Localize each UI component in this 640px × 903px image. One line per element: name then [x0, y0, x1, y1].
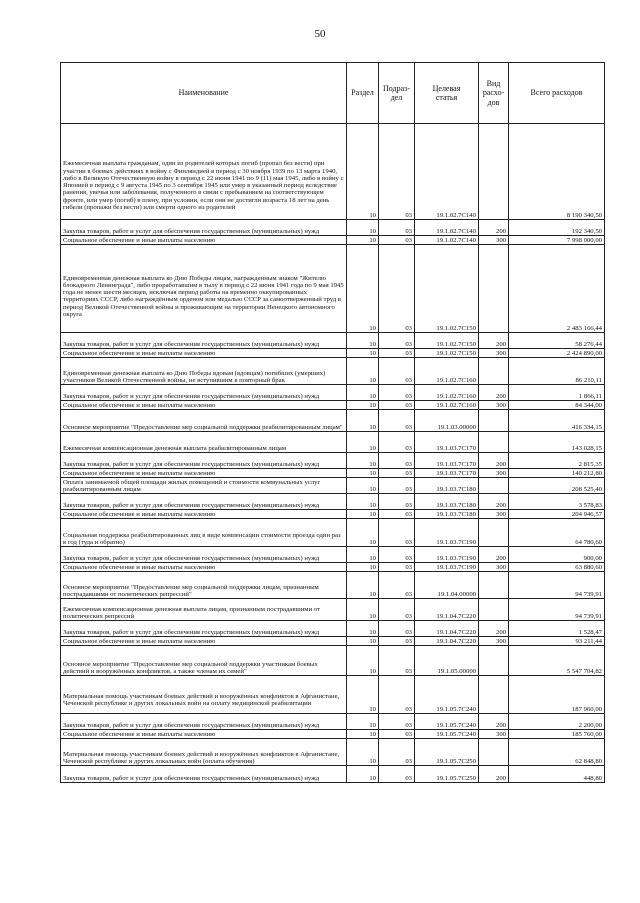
row-subsection: 03 [379, 714, 415, 730]
row-name: Ежемесячная компенсационная денежная выплата лицам, признанным пострадавшими от политических репрессий [61, 599, 347, 621]
row-total: 416 334,15 [509, 410, 605, 432]
row-total: 8 190 340,50 [509, 124, 605, 220]
row-name: Единовременная денежная выплата ко Дню Победы лицам, награжденным знаком "Жителю блокадного Ленинграда", либо проработавшим в тылу в период с 22 июня 1941 года по 9 мая 1945 года не менее шести месяцев, исключая период работы на временно оккупированных территориях СССР, либо награждённым орденом или медалью СССР за самоотверженный труд в период Великой Отечественной войны и проживающим на территории Ненецкого автономного округа [61, 245, 347, 333]
table-row [61, 220, 605, 236]
row-name: Закупка товаров, работ и услуг для обеспечения государственных (муниципальных) нужд [61, 220, 347, 236]
row-section: 10 [347, 124, 379, 220]
row-target-article: 19.1.02.7С140 [415, 220, 479, 236]
row-expense-type: 300 [479, 563, 509, 572]
row-section: 10 [347, 730, 379, 739]
row-total: 192 340,50 [509, 220, 605, 236]
row-name: Основное мероприятие "Предоставление мер социальной поддержки участникам боевых действий и вооружённых конфликтов, а также членам их семей" [61, 646, 347, 676]
row-total: 140 212,80 [509, 469, 605, 478]
table-row [61, 766, 605, 783]
row-name: Единовременная денежная выплата ко Дню Победы вдовам (вдовцам) погибших (умерших) участников Великой Отечественной войны, не вступившим в повторный брак [61, 358, 347, 385]
header-target-article: Целевая статья [415, 63, 479, 124]
table-row [61, 453, 605, 469]
row-name: Социальная поддержка реабилитированных лиц в виде компенсации стоимости проезда один раз в год (туда и обратно) [61, 519, 347, 547]
row-section: 10 [347, 333, 379, 349]
row-target-article: 19.1.04.7С220 [415, 599, 479, 621]
row-subsection: 03 [379, 519, 415, 547]
row-subsection: 03 [379, 220, 415, 236]
row-subsection: 03 [379, 547, 415, 563]
row-total: 900,00 [509, 547, 605, 563]
row-target-article: 19.1.02.7С140 [415, 236, 479, 245]
row-target-article: 19.1.03.7С190 [415, 547, 479, 563]
row-target-article: 19.1.03.7С190 [415, 563, 479, 572]
row-expense-type [479, 676, 509, 714]
row-total: 2 424 890,00 [509, 349, 605, 358]
row-section: 10 [347, 453, 379, 469]
row-subsection: 03 [379, 676, 415, 714]
row-subsection: 03 [379, 401, 415, 410]
row-target-article: 19.1.03.7С170 [415, 453, 479, 469]
row-expense-type: 300 [479, 349, 509, 358]
row-total: 63 880,60 [509, 563, 605, 572]
row-target-article: 19.1.04.7С220 [415, 621, 479, 637]
row-target-article: 19.1.03.7С190 [415, 519, 479, 547]
row-section: 10 [347, 714, 379, 730]
row-section: 10 [347, 358, 379, 385]
row-total: 185 760,00 [509, 730, 605, 739]
row-name: Закупка товаров, работ и услуг для обеспечения государственных (муниципальных) нужд [61, 547, 347, 563]
row-target-article: 19.1.05.7С250 [415, 739, 479, 766]
row-section: 10 [347, 469, 379, 478]
table-row [61, 714, 605, 730]
row-subsection: 03 [379, 572, 415, 599]
row-expense-type: 200 [479, 547, 509, 563]
row-subsection: 03 [379, 730, 415, 739]
row-name: Социальное обеспечение и иные выплаты населению [61, 236, 347, 245]
row-expense-type [479, 599, 509, 621]
row-section: 10 [347, 478, 379, 494]
table-body [61, 124, 605, 783]
row-section: 10 [347, 563, 379, 572]
row-expense-type [479, 358, 509, 385]
row-total: 84 344,00 [509, 401, 605, 410]
row-section: 10 [347, 385, 379, 401]
row-subsection: 03 [379, 478, 415, 494]
row-expense-type [479, 572, 509, 599]
row-name: Основное мероприятие "Предоставление мер социальной поддержки лицам, признанным пострадавшими от политических репрессий" [61, 572, 347, 599]
row-section: 10 [347, 349, 379, 358]
row-section: 10 [347, 547, 379, 563]
table-row [61, 637, 605, 646]
row-total: 208 525,40 [509, 478, 605, 494]
row-section: 10 [347, 510, 379, 519]
row-total: 7 998 000,00 [509, 236, 605, 245]
row-total: 86 210,11 [509, 358, 605, 385]
row-expense-type: 300 [479, 510, 509, 519]
row-subsection: 03 [379, 124, 415, 220]
row-section: 10 [347, 401, 379, 410]
table-row [61, 432, 605, 453]
table-row [61, 572, 605, 599]
row-expense-type: 200 [479, 333, 509, 349]
table-row [61, 401, 605, 410]
row-target-article: 19.1.04.7С220 [415, 637, 479, 646]
table-row [61, 410, 605, 432]
row-subsection: 03 [379, 563, 415, 572]
row-total: 5 547 704,82 [509, 646, 605, 676]
row-name: Закупка товаров, работ и услуг для обеспечения государственных (муниципальных) нужд [61, 621, 347, 637]
row-subsection: 03 [379, 358, 415, 385]
header-expense-type: Вид расхо- дов [479, 63, 509, 124]
row-name: Закупка товаров, работ и услуг для обеспечения государственных (муниципальных) нужд [61, 494, 347, 510]
row-expense-type [479, 432, 509, 453]
header-name: Наименование [61, 63, 347, 124]
row-section: 10 [347, 432, 379, 453]
row-total: 187 960,00 [509, 676, 605, 714]
row-total: 64 780,60 [509, 519, 605, 547]
row-target-article: 19.1.02.7С150 [415, 333, 479, 349]
row-expense-type [479, 124, 509, 220]
row-section: 10 [347, 739, 379, 766]
row-subsection: 03 [379, 245, 415, 333]
table-row [61, 469, 605, 478]
row-target-article: 19.1.03.00000 [415, 410, 479, 432]
row-total: 3 578,83 [509, 494, 605, 510]
row-subsection: 03 [379, 410, 415, 432]
row-total: 2 200,00 [509, 714, 605, 730]
row-subsection: 03 [379, 494, 415, 510]
row-target-article: 19.1.03.7С170 [415, 469, 479, 478]
row-name: Социальное обеспечение и иные выплаты населению [61, 563, 347, 572]
row-name: Социальное обеспечение и иные выплаты населению [61, 637, 347, 646]
row-target-article: 19.1.02.7С150 [415, 349, 479, 358]
row-expense-type: 200 [479, 714, 509, 730]
row-total: 2 815,35 [509, 453, 605, 469]
table-row [61, 358, 605, 385]
row-subsection: 03 [379, 236, 415, 245]
row-subsection: 03 [379, 766, 415, 783]
table-row [61, 739, 605, 766]
row-total: 204 946,57 [509, 510, 605, 519]
table-row [61, 478, 605, 494]
row-expense-type [479, 245, 509, 333]
row-section: 10 [347, 494, 379, 510]
row-target-article: 19.1.02.7С160 [415, 401, 479, 410]
row-name: Социальное обеспечение и иные выплаты населению [61, 349, 347, 358]
row-section: 10 [347, 637, 379, 646]
row-name: Материальная помощь участникам боевых действий и вооружённых конфликтов в Афганистане, Чеченской республике и других локальных войн (оплата обучения) [61, 739, 347, 766]
table-row [61, 494, 605, 510]
row-total: 143 028,15 [509, 432, 605, 453]
row-name: Социальное обеспечение и иные выплаты населению [61, 730, 347, 739]
row-expense-type: 200 [479, 766, 509, 783]
row-section: 10 [347, 220, 379, 236]
row-target-article: 19.1.02.7С160 [415, 358, 479, 385]
table-row [61, 730, 605, 739]
table-row [61, 563, 605, 572]
row-expense-type: 200 [479, 621, 509, 637]
row-expense-type [479, 519, 509, 547]
header-section: Раздел [347, 63, 379, 124]
table-row [61, 349, 605, 358]
row-expense-type: 300 [479, 469, 509, 478]
row-total: 448,80 [509, 766, 605, 783]
row-target-article: 19.1.05.7С250 [415, 766, 479, 783]
table-row [61, 333, 605, 349]
row-section: 10 [347, 766, 379, 783]
row-name: Социальное обеспечение и иные выплаты населению [61, 401, 347, 410]
row-total: 93 211,44 [509, 637, 605, 646]
row-name: Закупка товаров, работ и услуг для обеспечения государственных (муниципальных) нужд [61, 714, 347, 730]
table-row [61, 519, 605, 547]
row-expense-type: 200 [479, 453, 509, 469]
row-total: 94 739,91 [509, 572, 605, 599]
table-row [61, 124, 605, 220]
row-name: Социальное обеспечение и иные выплаты населению [61, 469, 347, 478]
row-subsection: 03 [379, 333, 415, 349]
table-row [61, 599, 605, 621]
page-number: 50 [314, 28, 326, 40]
row-total: 62 848,80 [509, 739, 605, 766]
row-subsection: 03 [379, 385, 415, 401]
table-row [61, 385, 605, 401]
row-section: 10 [347, 519, 379, 547]
row-subsection: 03 [379, 637, 415, 646]
row-section: 10 [347, 621, 379, 637]
row-target-article: 19.1.05.00000 [415, 646, 479, 676]
row-name: Социальное обеспечение и иные выплаты населению [61, 510, 347, 519]
row-name: Закупка товаров, работ и услуг для обеспечения государственных (муниципальных) нужд [61, 385, 347, 401]
row-expense-type: 200 [479, 494, 509, 510]
row-name: Основное мероприятие "Предоставление мер социальной поддержки реабилитированным лицам" [61, 410, 347, 432]
table-row [61, 676, 605, 714]
row-total: 2 483 166,44 [509, 245, 605, 333]
row-expense-type [479, 410, 509, 432]
table-row [61, 236, 605, 245]
row-expense-type: 200 [479, 385, 509, 401]
row-name: Ежемесячная компенсационная денежная выплата реабилитированным лицам [61, 432, 347, 453]
budget-table [60, 62, 605, 783]
row-subsection: 03 [379, 599, 415, 621]
row-expense-type [479, 478, 509, 494]
row-section: 10 [347, 236, 379, 245]
row-target-article: 19.1.04.00000 [415, 572, 479, 599]
row-total: 1 528,47 [509, 621, 605, 637]
row-target-article: 19.1.03.7С180 [415, 510, 479, 519]
row-target-article: 19.1.05.7С240 [415, 714, 479, 730]
row-target-article: 19.1.03.7С180 [415, 478, 479, 494]
row-subsection: 03 [379, 739, 415, 766]
row-expense-type [479, 646, 509, 676]
table-row [61, 621, 605, 637]
row-section: 10 [347, 676, 379, 714]
row-expense-type: 300 [479, 637, 509, 646]
row-total: 94 739,91 [509, 599, 605, 621]
row-subsection: 03 [379, 469, 415, 478]
table-header-row [61, 63, 605, 124]
row-name: Ежемесячная выплата гражданам, один из родителей которых погиб (пропал без вести) при участии в боевых действиях в войну с Финляндией в период с 30 ноября 1939 по 13 марта 1940, либо в Великую Отечественную войну в период с 22 июня 1941 по 9 (11) мая 1945, либо в войну с Японией в период с 9 августа 1945 по 3 сентября 1945 или умер в указанный период вследствие ранения, увечья или заболевания, полученного в связи с пребыванием на соответствующем фронте, или умер (погиб) в плену, при условии, если они не достигли возраста 18 лет на день гибели (пропажи без вести) или смерти одного из родителей [61, 124, 347, 220]
row-subsection: 03 [379, 621, 415, 637]
row-section: 10 [347, 410, 379, 432]
row-expense-type: 200 [479, 220, 509, 236]
row-target-article: 19.1.05.7С240 [415, 676, 479, 714]
row-target-article: 19.1.02.7С140 [415, 124, 479, 220]
row-expense-type: 300 [479, 401, 509, 410]
table-row [61, 646, 605, 676]
header-subsection: Подраз- дел [379, 63, 415, 124]
row-section: 10 [347, 572, 379, 599]
row-name: Закупка товаров, работ и услуг для обеспечения государственных (муниципальных) нужд [61, 766, 347, 783]
row-subsection: 03 [379, 432, 415, 453]
table-row [61, 245, 605, 333]
row-target-article: 19.1.03.7С180 [415, 494, 479, 510]
row-name: Закупка товаров, работ и услуг для обеспечения государственных (муниципальных) нужд [61, 453, 347, 469]
row-name: Материальная помощь участникам боевых действий и вооружённых конфликтов в Афганистане, Чеченской республике и других локальных войн на оплату медицинской реабилитации [61, 676, 347, 714]
table-row [61, 547, 605, 563]
row-subsection: 03 [379, 453, 415, 469]
row-name: Закупка товаров, работ и услуг для обеспечения государственных (муниципальных) нужд [61, 333, 347, 349]
row-expense-type: 300 [479, 730, 509, 739]
row-target-article: 19.1.02.7С160 [415, 385, 479, 401]
row-subsection: 03 [379, 646, 415, 676]
header-total-expenses: Всего расходов [509, 63, 605, 124]
row-subsection: 03 [379, 349, 415, 358]
row-total: 1 866,11 [509, 385, 605, 401]
row-target-article: 19.1.03.7С170 [415, 432, 479, 453]
row-section: 10 [347, 599, 379, 621]
table-row [61, 510, 605, 519]
row-section: 10 [347, 646, 379, 676]
row-subsection: 03 [379, 510, 415, 519]
row-target-article: 19.1.05.7С240 [415, 730, 479, 739]
row-target-article: 19.1.02.7С150 [415, 245, 479, 333]
row-expense-type [479, 739, 509, 766]
row-name: Оплата занимаемой общей площади жилых помещений и стоимости коммунальных услуг реабилитированным лицам [61, 478, 347, 494]
row-expense-type: 300 [479, 236, 509, 245]
row-section: 10 [347, 245, 379, 333]
row-total: 58 276,44 [509, 333, 605, 349]
